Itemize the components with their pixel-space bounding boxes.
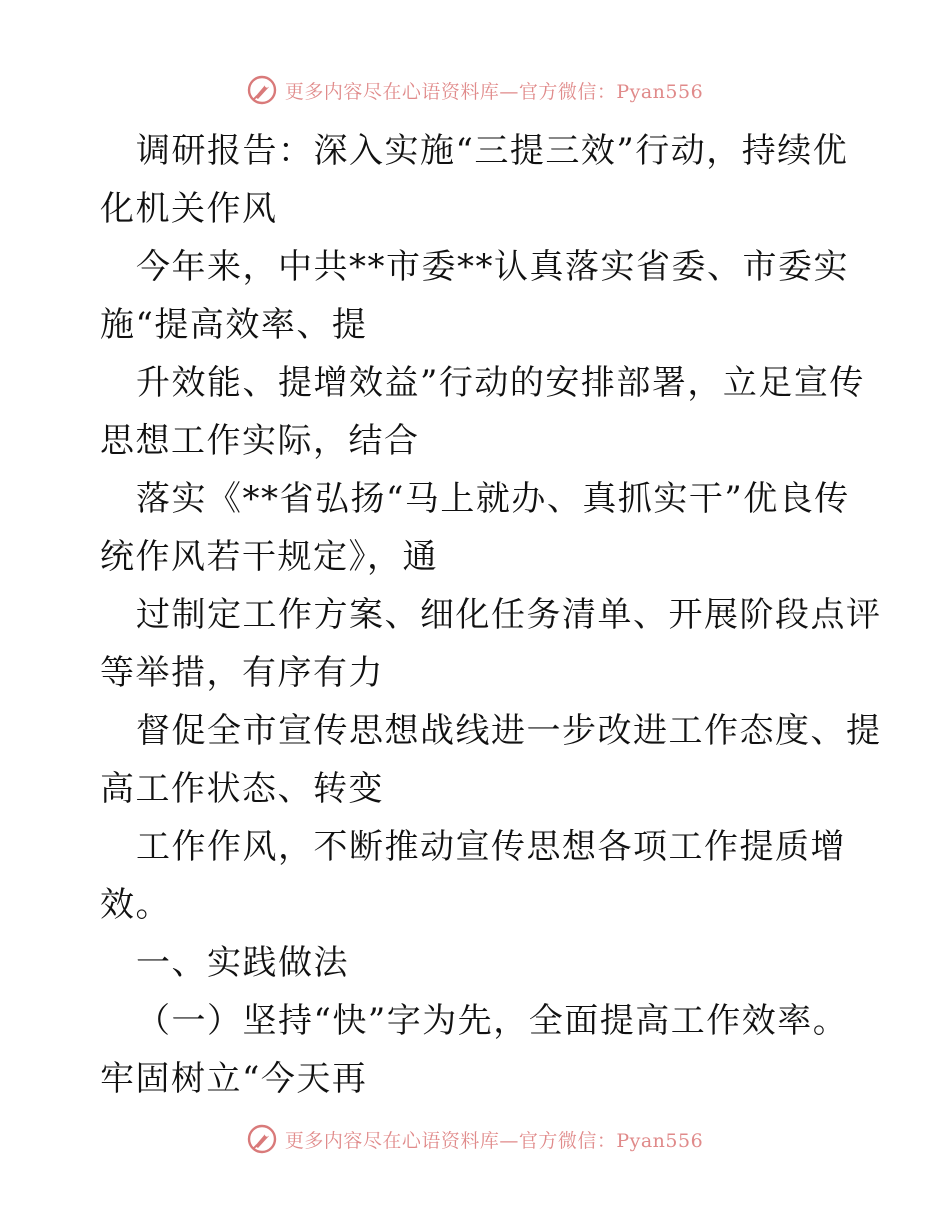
- pen-nib-logo-icon: [247, 75, 277, 105]
- document-body: [100, 122, 882, 1108]
- paragraph-line: 统作风若干规定》，通: [100, 537, 438, 577]
- subsection-heading: （一）坚持“快”字为先，全面提高工作效率。: [136, 1001, 849, 1041]
- watermark-header: [0, 73, 950, 107]
- paragraph-line: 牢固树立“今天再: [100, 1059, 368, 1099]
- paragraph-line: 思想工作实际，结合: [100, 421, 420, 461]
- title-line-2: 化机关作风: [100, 189, 278, 229]
- paragraph-line: 过制定工作方案、细化任务清单、开展阶段点评: [136, 595, 882, 635]
- watermark-text: 更多内容尽在心语资料库—官方微信：Pyan556: [284, 80, 704, 103]
- paragraph-line: 等举措，有序有力: [100, 653, 384, 693]
- paragraph-line: 落实《**省弘扬“马上就办、真抓实干”优良传: [136, 479, 850, 519]
- title-line-1: 调研报告：深入实施“三提三效”行动，持续优: [136, 131, 849, 171]
- paragraph-line: 升效能、提增效益”行动的安排部署，立足宣传: [136, 363, 865, 403]
- paragraph-line: 效。: [100, 885, 171, 925]
- watermark-text: 更多内容尽在心语资料库—官方微信：Pyan556: [284, 1129, 704, 1152]
- paragraph-line: 工作作风，不断推动宣传思想各项工作提质增: [136, 827, 846, 867]
- watermark-footer: [0, 1122, 950, 1156]
- paragraph-line: 施“提高效率、提: [100, 305, 368, 345]
- paragraph-line: 今年来，中共**市委**认真落实省委、市委实: [136, 247, 849, 287]
- paragraph-line: 督促全市宣传思想战线进一步改进工作态度、提: [136, 711, 882, 751]
- section-heading: 一、实践做法: [136, 943, 349, 983]
- paragraph-line: 高工作状态、转变: [100, 769, 384, 809]
- pen-nib-logo-icon: [247, 1124, 277, 1154]
